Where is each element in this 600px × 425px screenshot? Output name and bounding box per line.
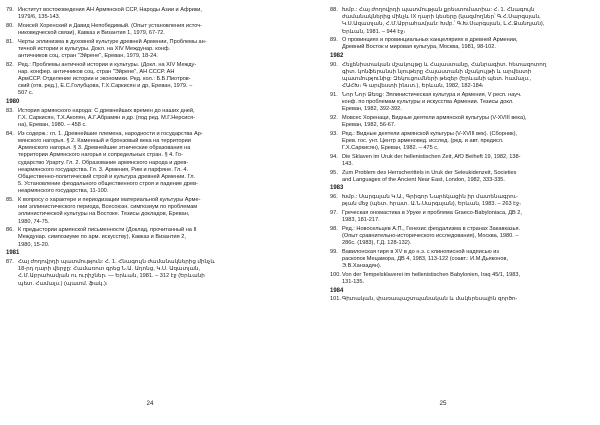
entry-text: О провинциях и провинциальных канцеляриях в древней Армении, Древний Восток и мировая культура, Москва, 1981, 98-102. bbox=[342, 37, 518, 51]
entry-text: Ред.: Проблемы античной истории и культуры. (Докл. на XIV Между- нар. конфер. античников соц. стран "Эйрене", АН СССР. АН АрмССР. Отделение истории и экономики. Ред. кол.: Б.Б.Пиотров- ский (отв. ред.), Е.С.Голубцова, Г.Х.Саркисян и др, Ереван, 1979. – 507 с. bbox=[18, 61, 197, 97]
entry-number: 92. bbox=[330, 115, 338, 121]
entry-number: 81. bbox=[6, 38, 14, 45]
page-number: 25 bbox=[439, 400, 447, 407]
bibliography-entry bbox=[330, 7, 592, 36]
entry-number: 79. bbox=[6, 7, 14, 13]
year-heading: 1984 bbox=[330, 287, 344, 294]
year-heading: 1981 bbox=[6, 250, 20, 257]
entry-text: Հայ ժողովրդի պատմություն: Հ. 1. Հնագույն ժամանակներից մինչև 18-րդ դարի վերջը: Համառոտ գրեց Ն.Ա. Ադոնց, Կ.Ս. Ազատյան, Հ.Մ.Աբրահամյան ու ուրիշներ. — Երևան, 1981. – 312 էջ (Երևանի պետ. Համալս.) (պատմ. ֆակ.)։ bbox=[18, 259, 215, 287]
bibliography-entry bbox=[330, 296, 592, 303]
bibliography-entry bbox=[6, 62, 288, 98]
entry-number: 91. bbox=[330, 92, 338, 98]
entry-text: Греческая ономастика в Уруке и проблема Graeco-Babyloniaca, ДВ 2, 1983, 181-217. bbox=[342, 209, 522, 224]
entry-text: Мовсес Хоренаци, Видные деятели армянской культуры (V-XVIII века), Ереван, 1982, 56-67. bbox=[342, 115, 527, 129]
entry-number: 87. bbox=[6, 259, 14, 266]
bibliography-entry bbox=[330, 170, 592, 184]
entry-number: 90. bbox=[330, 61, 338, 68]
entry-text: Из содерж.: гл. 1. Древнейшие племена, народности и государства Ар- мянского нагорья. § 2. Каменный и бронзовый века на территории Армянского нагорья. § 3. Древнейшие этнические образования на территории Армянского нагорья и сопредельных стран. § 4. Го- сударство Урарту. Гл. 2. Образование армянского народа и древ- неармянского государства. Гл. 3. Армения, Рим и парфяне. Гл. 4. Общественно-политический строй и культура древней Армении. Гл. 5. Установление феодального общественного строя и падение древ- неармянского государства, 11-100. bbox=[18, 130, 203, 195]
entry-number: 83. bbox=[6, 107, 14, 114]
right-page bbox=[300, 0, 600, 425]
entry-number: 95. bbox=[330, 169, 338, 176]
entry-number: 85. bbox=[6, 197, 14, 204]
bibliography-entry bbox=[6, 7, 288, 21]
entry-text: Խմբ.: Սարգսյան Կ.Ա., Գրիգոր Նարեկացին իր մատենագրու- թյան մեջ (պետ. հրատ. Ա.Ն.Սարգսյան), Երևան, 1983. – 263 էջ։ bbox=[342, 194, 522, 208]
entry-text: Von der Tempelsklaverei im hellenistischen Babylonien, Iraq 45/1, 1983, 131-135. bbox=[342, 271, 521, 285]
bibliography-entry bbox=[6, 39, 288, 61]
entry-text: Գիտական, փառապաշտպանական և մակերեսային զործո- bbox=[342, 296, 518, 303]
entry-text: Նոր Նոր Ձեռք: Эллинистическая культура и Армения, V респ. науч. конф. по проблемам культуры и искусства Армении. Тезисы докл. Ереван, 1982, 392-392. bbox=[342, 92, 522, 113]
entry-text: К вопросу о характере и периодизации материальной культуры Арме- нии эллинистического периода, Всесоюзн. симпозиум по проблемам эллинистической культуры на Востоке. Тезисы докладов, Ереван, 1980, 74-75. bbox=[18, 197, 201, 225]
entry-number: 98. bbox=[330, 225, 338, 232]
entry-text: Zum Problem des Herrscherittels in Uruk der Seleukidenzeit, Societies and Languages of the Ancient Near East, London, 1982, 333-335. bbox=[342, 169, 517, 183]
entry-text: К предыстории армянской письменности (Доклад, прочитанный на II Междунар. симпозиуме по арм. искусству), Кавказ и Византия 2, 1980, 15-20. bbox=[18, 227, 197, 248]
bibliography-entry bbox=[330, 37, 592, 51]
entry-number: 80. bbox=[6, 22, 14, 29]
entry-text: История армянского народа: С древнейших времен до наших дней, Г.Х. Саркисян, Т.Х.Акопян, А.Г.Абрамян и др. (под ред. М.Г.Нерсися- на), Ереван, 1980. – 458 с. bbox=[18, 107, 196, 129]
entry-number: 84. bbox=[6, 130, 14, 137]
entry-text: Հելլենիստական մշակույթը և Հայաստանը, Հանրագիտ. հետազոտող գիտ. կոնֆերանսի նյութերը Հայաստանի մշակույթի և արվեստի պատմությունից: Զեկուցումների թեզեր (Երևանի պետ. համալս., ՀԱՀԽ։ Գ արվեստի ինստ.), Երևան, 1982, 182-184։ bbox=[342, 61, 547, 90]
bibliography-entry bbox=[330, 272, 592, 286]
bibliography-entry bbox=[6, 131, 288, 196]
year-heading: 1983 bbox=[330, 185, 344, 192]
right-page-bibliography bbox=[330, 7, 592, 305]
entry-text: Ред.: Видные деятели армянской культуры (V-XVIII век). (Сборник), Ерев. гос. унт. Центр арменовед. исслед. (ред. и авт. предисл. Г.Х.Саркисян), Ереван, 1982. – 475 с. bbox=[342, 130, 517, 152]
bibliography-entry bbox=[6, 23, 288, 37]
left-page-bibliography bbox=[6, 7, 288, 289]
bibliography-entry bbox=[330, 226, 592, 248]
bibliography-entry bbox=[330, 154, 592, 168]
entry-number: 100. bbox=[330, 271, 341, 278]
entry-text: Die Sklaven im Uruk der hellenistischen Zeit, AfO Beiheft 19, 1982, 138- 143. bbox=[342, 153, 521, 167]
year-heading: 1980 bbox=[6, 99, 20, 105]
entry-number: 82. bbox=[6, 61, 14, 68]
bibliography-entry bbox=[330, 115, 592, 129]
entry-number: 101. bbox=[330, 296, 341, 303]
year-heading: 1982 bbox=[330, 53, 344, 59]
bibliography-entry bbox=[330, 131, 592, 153]
entry-text: Խմբ.: Հայ ժողովրդի պատմության քրեստոմատիա: Հ. 1. Հնագույն ժամանակներից մինչև IX դարի կեսերը (կազմողներ՝ Գ.Հ.Սարգսյան, Կ.Ս.Ազատյան, Հ.Մ.Աբրահամյան: Խմբ.՝ Գ.Խ.Սարգսյան, Լ.Հ.Ջանդյան), Երևան, 1981. – 944 էջ։ bbox=[342, 7, 545, 35]
entry-number: 94. bbox=[330, 153, 338, 160]
bibliography-entry bbox=[330, 92, 592, 114]
entry-number: 96. bbox=[330, 194, 338, 201]
bibliography-entry bbox=[330, 194, 592, 208]
bibliography-entry bbox=[330, 210, 592, 224]
bibliography-entry bbox=[6, 108, 288, 130]
page-number: 24 bbox=[146, 400, 154, 407]
entry-number: 93. bbox=[330, 130, 338, 137]
entry-text: Вавилонская гиря в XV в до н.э. с клинописной надписью из раскопок Мецамора, ДВ 4, 1983, 113-122 (соавт.: И.М.Дьяконов, Э.В.Ханзадян). bbox=[342, 248, 508, 270]
bibliography-entry bbox=[6, 197, 288, 226]
entry-number: 88. bbox=[330, 7, 338, 13]
entry-number: 89. bbox=[330, 37, 338, 44]
bibliography-entry bbox=[330, 62, 592, 91]
entry-number: 97. bbox=[330, 209, 338, 216]
entry-text: Моисей Хоренский и Давид Непобедимый. (Опыт установления источ- никоведческой связи), Кавказ и Византия 1, 1979, 67-72. bbox=[18, 22, 203, 36]
entry-text: Черты эллинизма в духовной культуре древней Армении, Проблемы ан- тичной истории и культуры. Докл. на XIV Междунар. конф. античников соц. стран "Эйрене", Ереван, 1979, 18-24. bbox=[18, 38, 207, 59]
bibliography-entry bbox=[330, 249, 592, 271]
entry-number: 86. bbox=[6, 227, 14, 234]
bibliography-entry bbox=[6, 227, 288, 249]
bibliography-entry bbox=[6, 259, 288, 288]
entry-text: Ред.: Новосельцев А.П., Генезис феодализма в странах Закавказья. (Опыт сравнительно-исторического исследования), Москва, 1980. – 286с. (1983), Г.Д. 128-132). bbox=[342, 225, 521, 247]
entry-text: Институт востоковедения АН Армянской ССР, Народы Азии и Африки, 1979/6, 135-143. bbox=[18, 7, 202, 21]
entry-number: 99. bbox=[330, 248, 338, 255]
